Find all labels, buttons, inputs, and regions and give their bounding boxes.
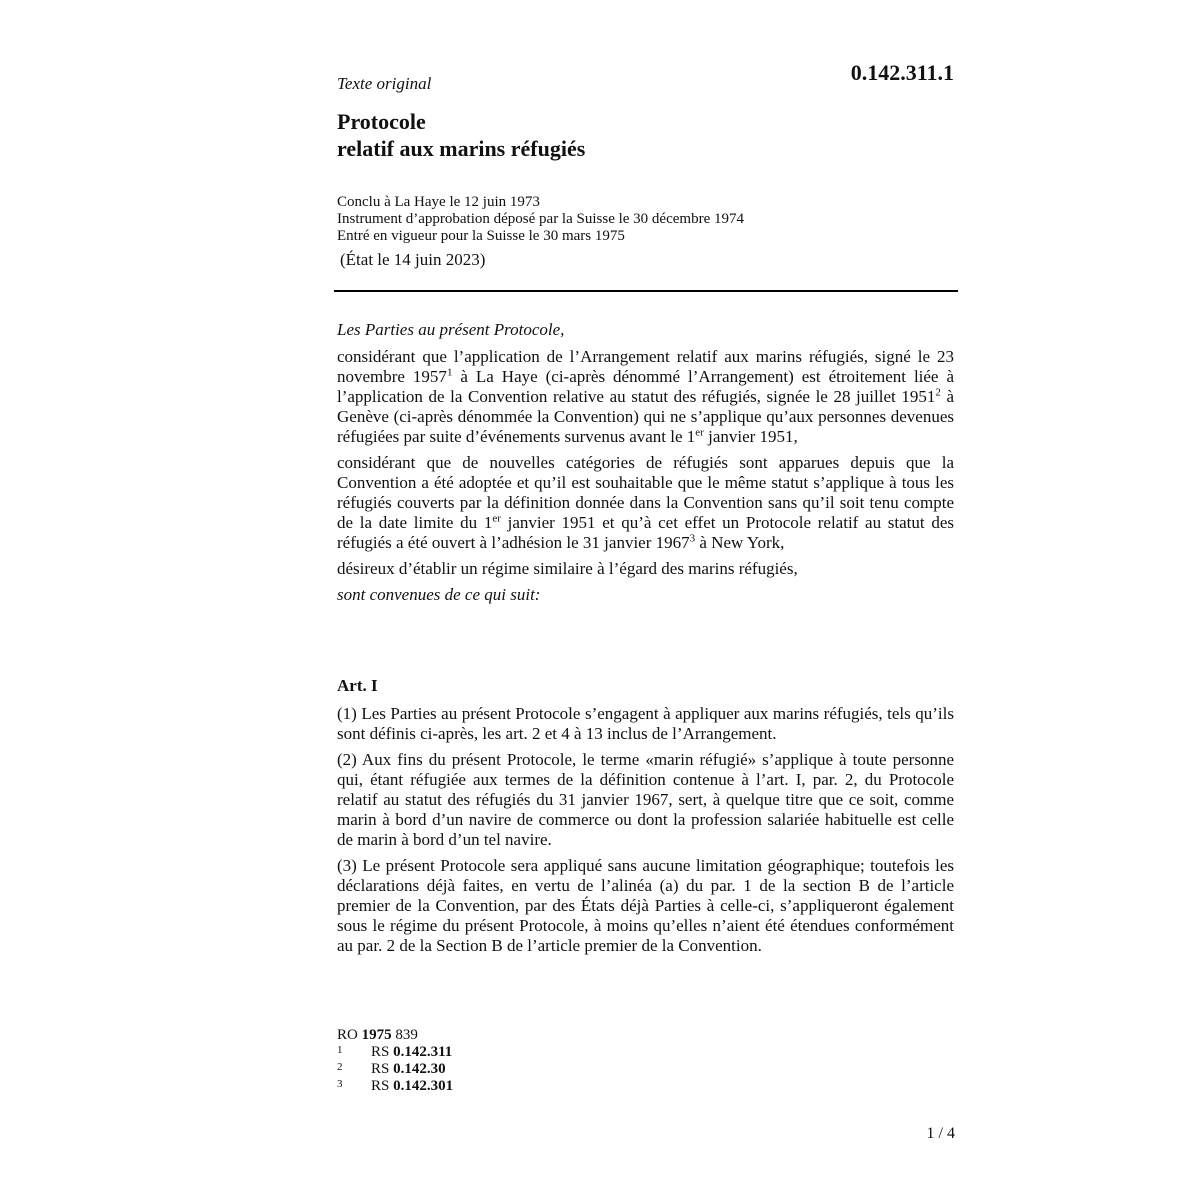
footnote-item (337, 1078, 453, 1095)
approval-line: Instrument d’approbation déposé par la Suisse le 30 décembre 1974 (337, 211, 744, 227)
footnote-number: 3 (337, 1078, 343, 1090)
preamble-p2-text-a: considérant que de nouvelles catégories de réfugiés sont apparues depuis que la Convention a été adoptée et qu’il est souhaitable que le même statut s’applique à tous les réfugiés couverts par la définition donnée dans la Convention sans qu’il soit tenu compte de la date limite du 1 (337, 453, 954, 532)
footnote-number: 1 (337, 1044, 343, 1056)
ordinal-superscript: er (695, 426, 704, 439)
footnote-reference: 0.142.30 (393, 1061, 446, 1077)
article-paragraph-1: (1) Les Parties au présent Protocole s’engagent à appliquer aux marins réfugiés, tels qu’ils sont définis ci-après, les art. 2 et 4 à 13 inclus de l’Arrangement. (337, 704, 954, 743)
entry-into-force-line: Entré en vigueur pour la Suisse le 30 mars 1975 (337, 228, 625, 244)
footnote-reference: 0.142.311 (393, 1044, 453, 1060)
page-number: 1 / 4 (926, 1125, 955, 1142)
preamble-paragraph-1 (337, 347, 954, 447)
footnote-reference: 0.142.301 (393, 1078, 454, 1094)
article-paragraph-2: (2) Aux fins du présent Protocole, le terme «marin réfugié» s’applique à toute personne qui, étant réfugiée aux termes de la définition contenue à l’art. I, par. 2, du Protocole relatif au statut des réfugiés du 31 janvier 1967, sert, à quelque titre que ce soit, comme marin à bord d’un navire de commerce ou dont la profession salariée habituelle est celle de marin à bord d’un tel navire. (337, 750, 954, 849)
footnote-number: 2 (337, 1061, 343, 1073)
preamble-paragraph-3: désireux d’établir un régime similaire à l’égard des marins réfugiés, (337, 559, 798, 578)
preamble-p2-text-c: à New York, (695, 533, 785, 552)
ro-year: 1975 (361, 1027, 392, 1043)
preamble-p1-text-c: à Genève (ci-après dénommée la Convention) qui ne s’applique qu’aux personnes devenues réfugiées par suite d’événements survenus avant le 1 (337, 387, 954, 446)
article-body (337, 704, 954, 962)
article-heading: Art. I (337, 676, 378, 695)
preamble (337, 347, 954, 611)
document-title (337, 108, 585, 162)
preamble-paragraph-2 (337, 453, 954, 553)
footnote-ref-1: 1 (446, 366, 453, 379)
concluded-line: Conclu à La Haye le 12 juin 1973 (337, 194, 540, 210)
preamble-p2-text-b: janvier 1951 et qu’à cet effet un Protocole relatif au statut des réfugiés a été ouvert à l’adhésion le 31 janvier 1967 (337, 513, 954, 552)
title-line-1: Protocole (337, 109, 426, 134)
title-line-2: relatif aux marins réfugiés (337, 136, 586, 161)
footnotes (337, 1027, 453, 1095)
article-paragraph-3: (3) Le présent Protocole sera appliqué sans aucune limitation géographique; toutefois les déclarations déjà faites, en vertu de l’alinéa (a) du par. 1 de la section B de l’article premier de la Convention, par des États déjà Parties à celle-ci, s’appliqueront également sous le régime du présent Protocole, à moins qu’elles n’aient été étendues conformément au par. 2 de la Section B de l’article premier de la Convention. (337, 856, 954, 955)
document-metadata (337, 194, 744, 245)
document-type-label: Texte original (337, 74, 432, 93)
preamble-closing: sont convenues de ce qui suit: (337, 585, 541, 604)
status-date: (État le 14 juin 2023) (340, 250, 486, 269)
ro-prefix: RO (337, 1027, 362, 1043)
preamble-intro: Les Parties au présent Protocole, (337, 320, 565, 339)
ordinal-superscript: er (492, 512, 501, 525)
header-divider (334, 290, 958, 292)
footnote-prefix: RS (371, 1078, 394, 1094)
preamble-p1-text-a: considérant que l’application de l’Arrangement relatif aux marins réfugiés, signé le 23 novembre 1957 (337, 347, 954, 386)
footnote-ref-2: 2 (935, 386, 941, 399)
ro-page: 839 (391, 1027, 418, 1043)
footnote-ref-3: 3 (689, 532, 696, 545)
sr-number: 0.142.311.1 (850, 60, 954, 85)
footnote-prefix: RS (371, 1044, 394, 1060)
preamble-p1-text-b: à La Haye (ci-après dénommé l’Arrangement) est étroitement liée à l’application de la Convention relative au statut des réfugiés, signée le 28 juillet 1951 (337, 367, 954, 406)
footnote-prefix: RS (371, 1061, 394, 1077)
preamble-p1-text-d: janvier 1951, (703, 427, 798, 446)
